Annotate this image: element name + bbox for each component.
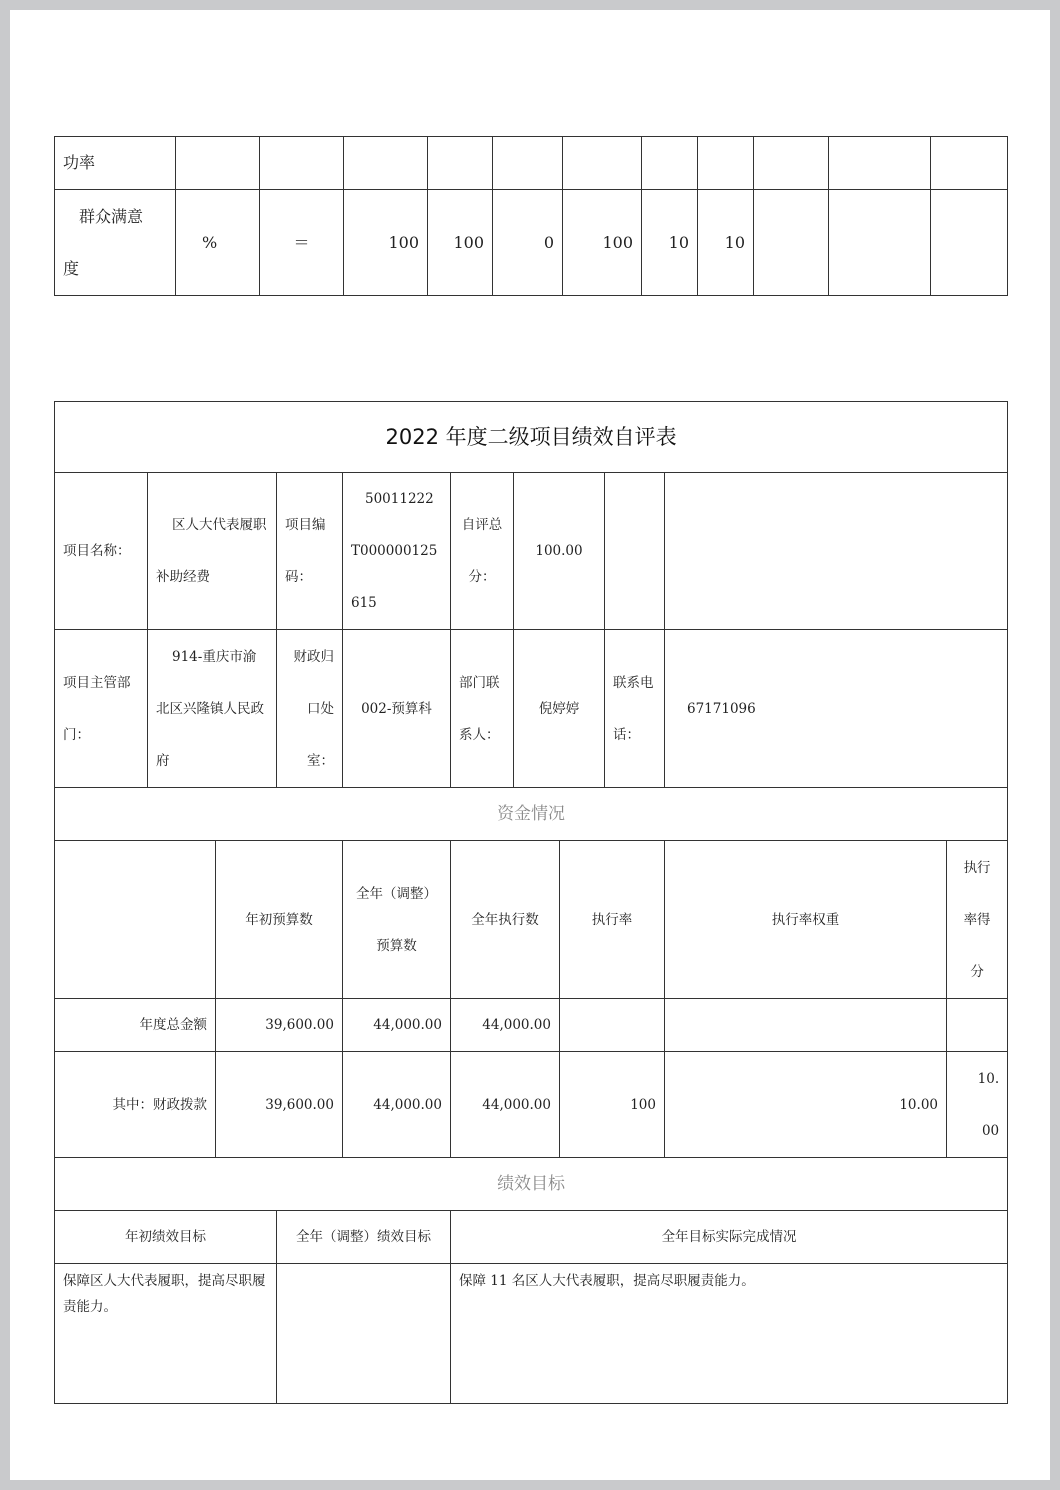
indicator-value: 100 [428, 190, 493, 296]
cell [563, 137, 642, 190]
cell [698, 137, 754, 190]
cell [754, 137, 829, 190]
funds-executed: 44,000.00 [451, 1052, 560, 1158]
project-code-label: 项目编码： [277, 473, 343, 630]
funds-score [947, 999, 1008, 1052]
indicator-value: 100 [563, 190, 642, 296]
indicator-name-line2: 度 [63, 258, 80, 278]
table-row [55, 402, 1008, 473]
goals-header-adjusted: 全年（调整）绩效目标 [277, 1211, 451, 1264]
cell [931, 190, 1008, 296]
table-row [55, 630, 1008, 788]
indicator-operator: ＝ [260, 190, 344, 296]
table-row [55, 999, 1008, 1052]
indicator-table [54, 136, 1008, 296]
cell [176, 137, 260, 190]
cell [829, 190, 931, 296]
project-code-value: 50011222T000000125615 [343, 473, 451, 630]
self-score-label: 自评总分： [451, 473, 514, 630]
table-row [55, 1052, 1008, 1158]
table-row [55, 788, 1008, 841]
project-name-value [148, 473, 277, 630]
indicator-name-line1: 群众满意 [79, 206, 144, 226]
funds-budget: 39,600.00 [216, 1052, 343, 1158]
indicator-unit: % [176, 190, 260, 296]
indicator-name: 功率 [55, 137, 176, 190]
indicator-name [55, 190, 176, 296]
cell [493, 137, 563, 190]
indicator-value: 10 [642, 190, 698, 296]
indicator-value: 100 [344, 190, 428, 296]
contact-value: 倪婷婷 [514, 630, 605, 788]
document-page [10, 10, 1050, 1480]
finance-office-value: 002-预算科 [343, 630, 451, 788]
phone-value: 67171096 [665, 630, 1008, 788]
cell [931, 137, 1008, 190]
funds-header-score: 执行率得分 [947, 841, 1008, 999]
dept-label: 项目主管部门： [55, 630, 148, 788]
table-row [55, 1264, 1008, 1404]
funds-header-budget: 年初预算数 [216, 841, 343, 999]
cell [605, 473, 665, 630]
goals-header-initial: 年初绩效目标 [55, 1211, 277, 1264]
funds-header-rate: 执行率 [560, 841, 665, 999]
funds-row-label: 其中：财政拨款 [55, 1052, 216, 1158]
funds-header-adjusted: 全年（调整）预算数 [343, 841, 451, 999]
project-name-text: 区人大代表履职补助经费 [156, 517, 267, 585]
table-row [55, 137, 1008, 190]
funds-budget: 39,600.00 [216, 999, 343, 1052]
form-title: 2022 年度二级项目绩效自评表 [55, 402, 1008, 473]
funds-adjusted: 44,000.00 [343, 1052, 451, 1158]
goals-actual-text: 保障 11 名区人大代表履职，提高尽职履责能力。 [451, 1264, 1008, 1404]
finance-office-label: 财政归口处室： [277, 630, 343, 788]
cell [829, 137, 931, 190]
funds-executed: 44,000.00 [451, 999, 560, 1052]
goals-header-actual: 全年目标实际完成情况 [451, 1211, 1008, 1264]
goals-section-title: 绩效目标 [55, 1158, 1008, 1211]
cell [754, 190, 829, 296]
indicator-value: 0 [493, 190, 563, 296]
dept-value: 914-重庆市渝北区兴隆镇人民政府 [148, 630, 277, 788]
funds-weight [665, 999, 947, 1052]
funds-rate: 100 [560, 1052, 665, 1158]
self-evaluation-form [54, 401, 1008, 1404]
cell [260, 137, 344, 190]
funds-header-executed: 全年执行数 [451, 841, 560, 999]
table-row [55, 1211, 1008, 1264]
table-row [55, 841, 1008, 999]
funds-header-weight: 执行率权重 [665, 841, 947, 999]
funds-adjusted: 44,000.00 [343, 999, 451, 1052]
funds-row-label: 年度总金额 [55, 999, 216, 1052]
cell [55, 841, 216, 999]
table-row [55, 1158, 1008, 1211]
cell [665, 473, 1008, 630]
indicator-value: 10 [698, 190, 754, 296]
goals-initial-text: 保障区人大代表履职，提高尽职履责能力。 [55, 1264, 277, 1404]
table-row [55, 473, 1008, 630]
funds-score: 10.00 [947, 1052, 1008, 1158]
self-score-value: 100.00 [514, 473, 605, 630]
funds-weight: 10.00 [665, 1052, 947, 1158]
project-name-label: 项目名称： [55, 473, 148, 630]
funds-section-title: 资金情况 [55, 788, 1008, 841]
cell [428, 137, 493, 190]
cell [344, 137, 428, 190]
contact-label: 部门联系人： [451, 630, 514, 788]
phone-label: 联系电话： [605, 630, 665, 788]
funds-rate [560, 999, 665, 1052]
cell [642, 137, 698, 190]
table-row [55, 190, 1008, 296]
goals-adjusted-text [277, 1264, 451, 1404]
